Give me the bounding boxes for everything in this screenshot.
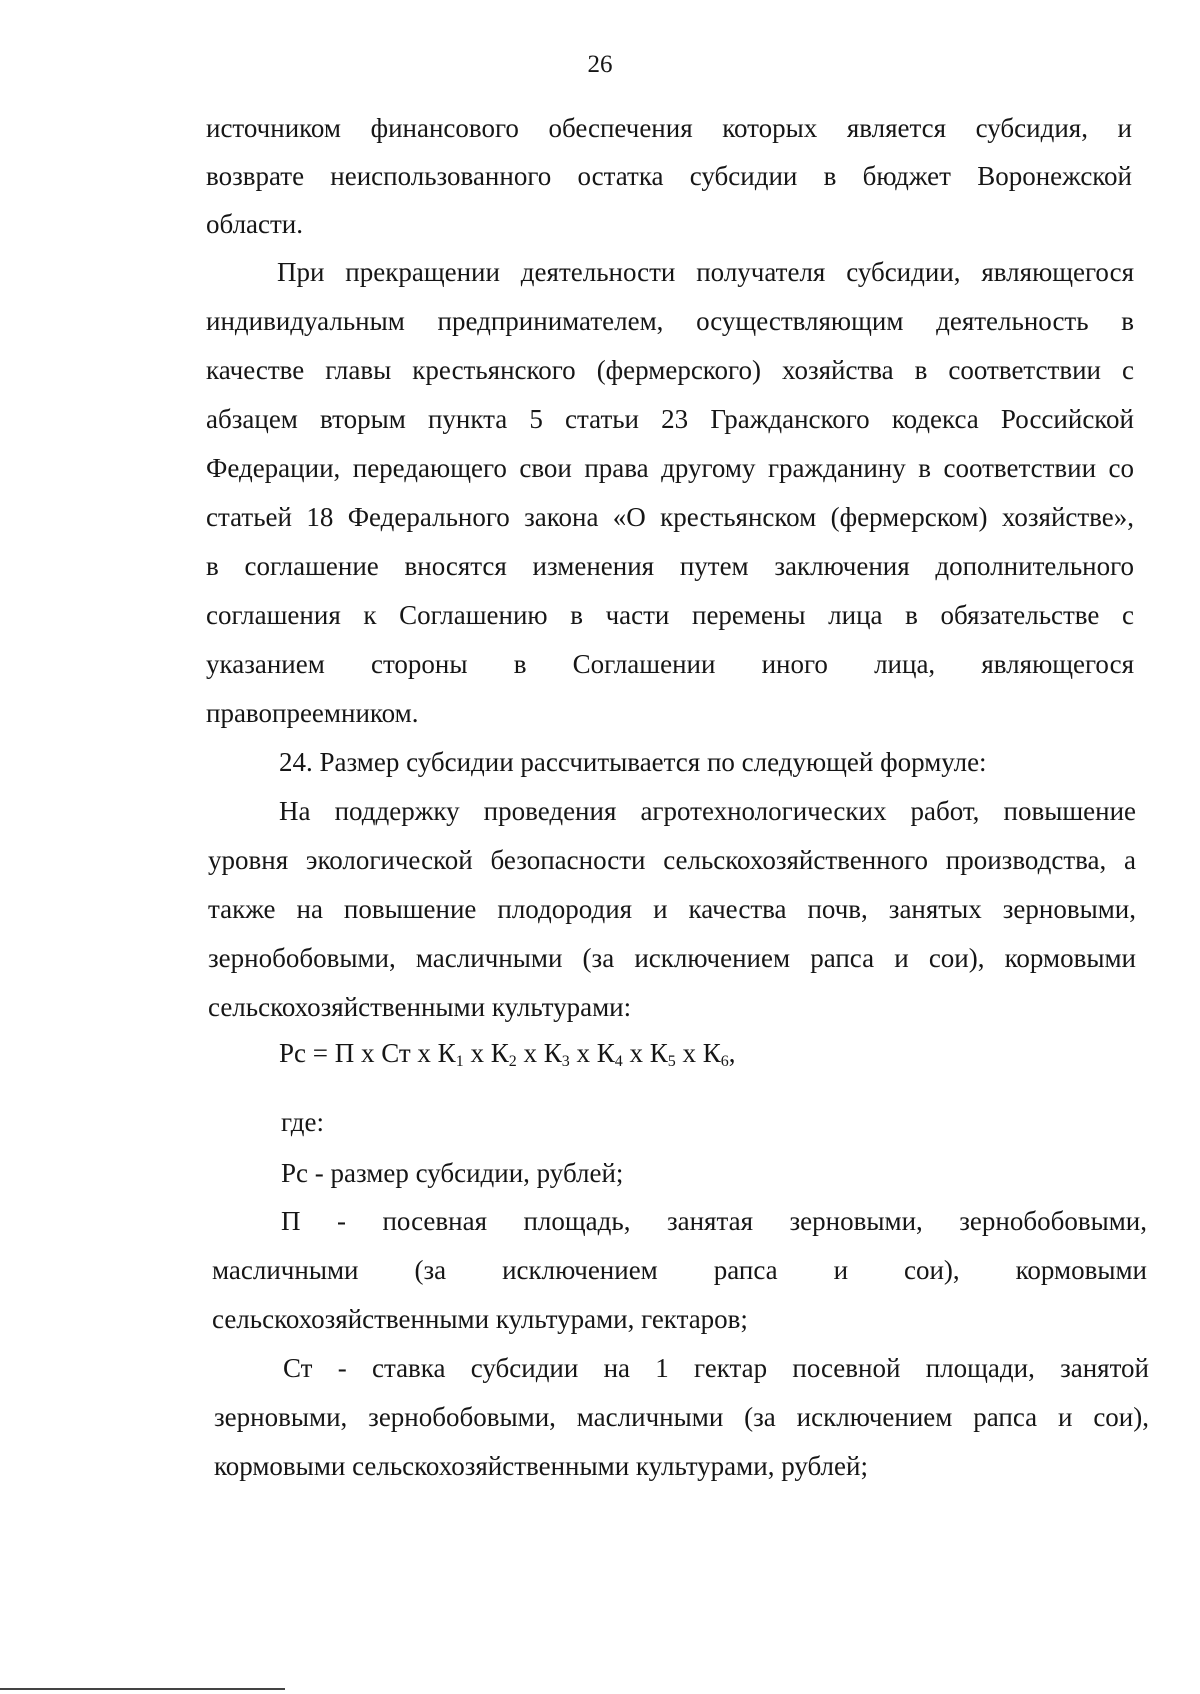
definition-line: масличными (за исключением рапса и сои), кормовыми [212,1255,1147,1285]
text-line: Федерации, передающего свои права другому гражданину в соответствии со [206,453,1134,483]
text-line: возврате неиспользованного остатка субсидии в бюджет Воронежской [206,161,1132,191]
text-line: зернобобовыми, масличными (за исключением рапса и сои), кормовыми [208,943,1136,973]
formula-subscript: 4 [614,1053,623,1070]
text-line: статьей 18 Федерального закона «О крестьянском (фермерском) хозяйстве», [206,502,1134,532]
definition-line: кормовыми сельскохозяйственными культурами, рублей; [214,1451,868,1481]
definition-line: Ст - ставка субсидии на 1 гектар посевной площади, занятой [283,1353,1149,1383]
where-label: где: [281,1107,324,1137]
formula-part: х К [675,1038,721,1068]
formula-part: х К [569,1038,615,1068]
text-line: соглашения к Соглашению в части перемены лица в обязательстве с [206,600,1134,630]
formula-part: , [728,1038,736,1068]
text-line: индивидуальным предпринимателем, осуществляющим деятельность в [206,306,1134,336]
formula-part: Рс = П х Ст х К [279,1038,456,1068]
footer-rule [0,1688,285,1690]
subsidy-formula [279,1037,736,1069]
text-line: области. [206,209,304,239]
definition-line: Рс - размер субсидии, рублей; [281,1158,624,1188]
formula-part: х К [463,1038,509,1068]
text-line: также на повышение плодородия и качества почв, занятых зерновыми, [208,894,1136,924]
formula-subscript: 6 [720,1053,729,1070]
formula-part: х К [516,1038,562,1068]
formula-subscript: 5 [667,1053,676,1070]
formula-part: х К [622,1038,668,1068]
text-line: На поддержку проведения агротехнологических работ, повышение [279,796,1136,826]
text-line: При прекращении деятельности получателя субсидии, являющегося [277,257,1134,287]
text-line: источником финансового обеспечения которых является субсидия, и [206,113,1132,143]
formula-subscript: 1 [455,1053,464,1070]
text-line: уровня экологической безопасности сельскохозяйственного производства, а [208,845,1136,875]
text-line: сельскохозяйственными культурами: [208,992,632,1022]
text-line: качестве главы крестьянского (фермерского) хозяйства в соответствии с [206,355,1134,385]
text-line: абзацем вторым пункта 5 статьи 23 Гражданского кодекса Российской [206,404,1134,434]
page-number: 26 [587,51,613,78]
text-line: 24. Размер субсидии рассчитывается по следующей формуле: [279,747,987,777]
definition-line: П - посевная площадь, занятая зерновыми, зернобобовыми, [281,1206,1147,1236]
definition-line: зерновыми, зернобобовыми, масличными (за исключением рапса и сои), [214,1402,1149,1432]
formula-subscript: 2 [508,1053,517,1070]
formula-subscript: 3 [561,1053,570,1070]
text-line: указанием стороны в Соглашении иного лица, являющегося [206,649,1134,679]
text-line: правопреемником. [206,698,419,728]
definition-line: сельскохозяйственными культурами, гектаров; [212,1304,748,1334]
text-line: в соглашение вносятся изменения путем заключения дополнительного [206,551,1134,581]
